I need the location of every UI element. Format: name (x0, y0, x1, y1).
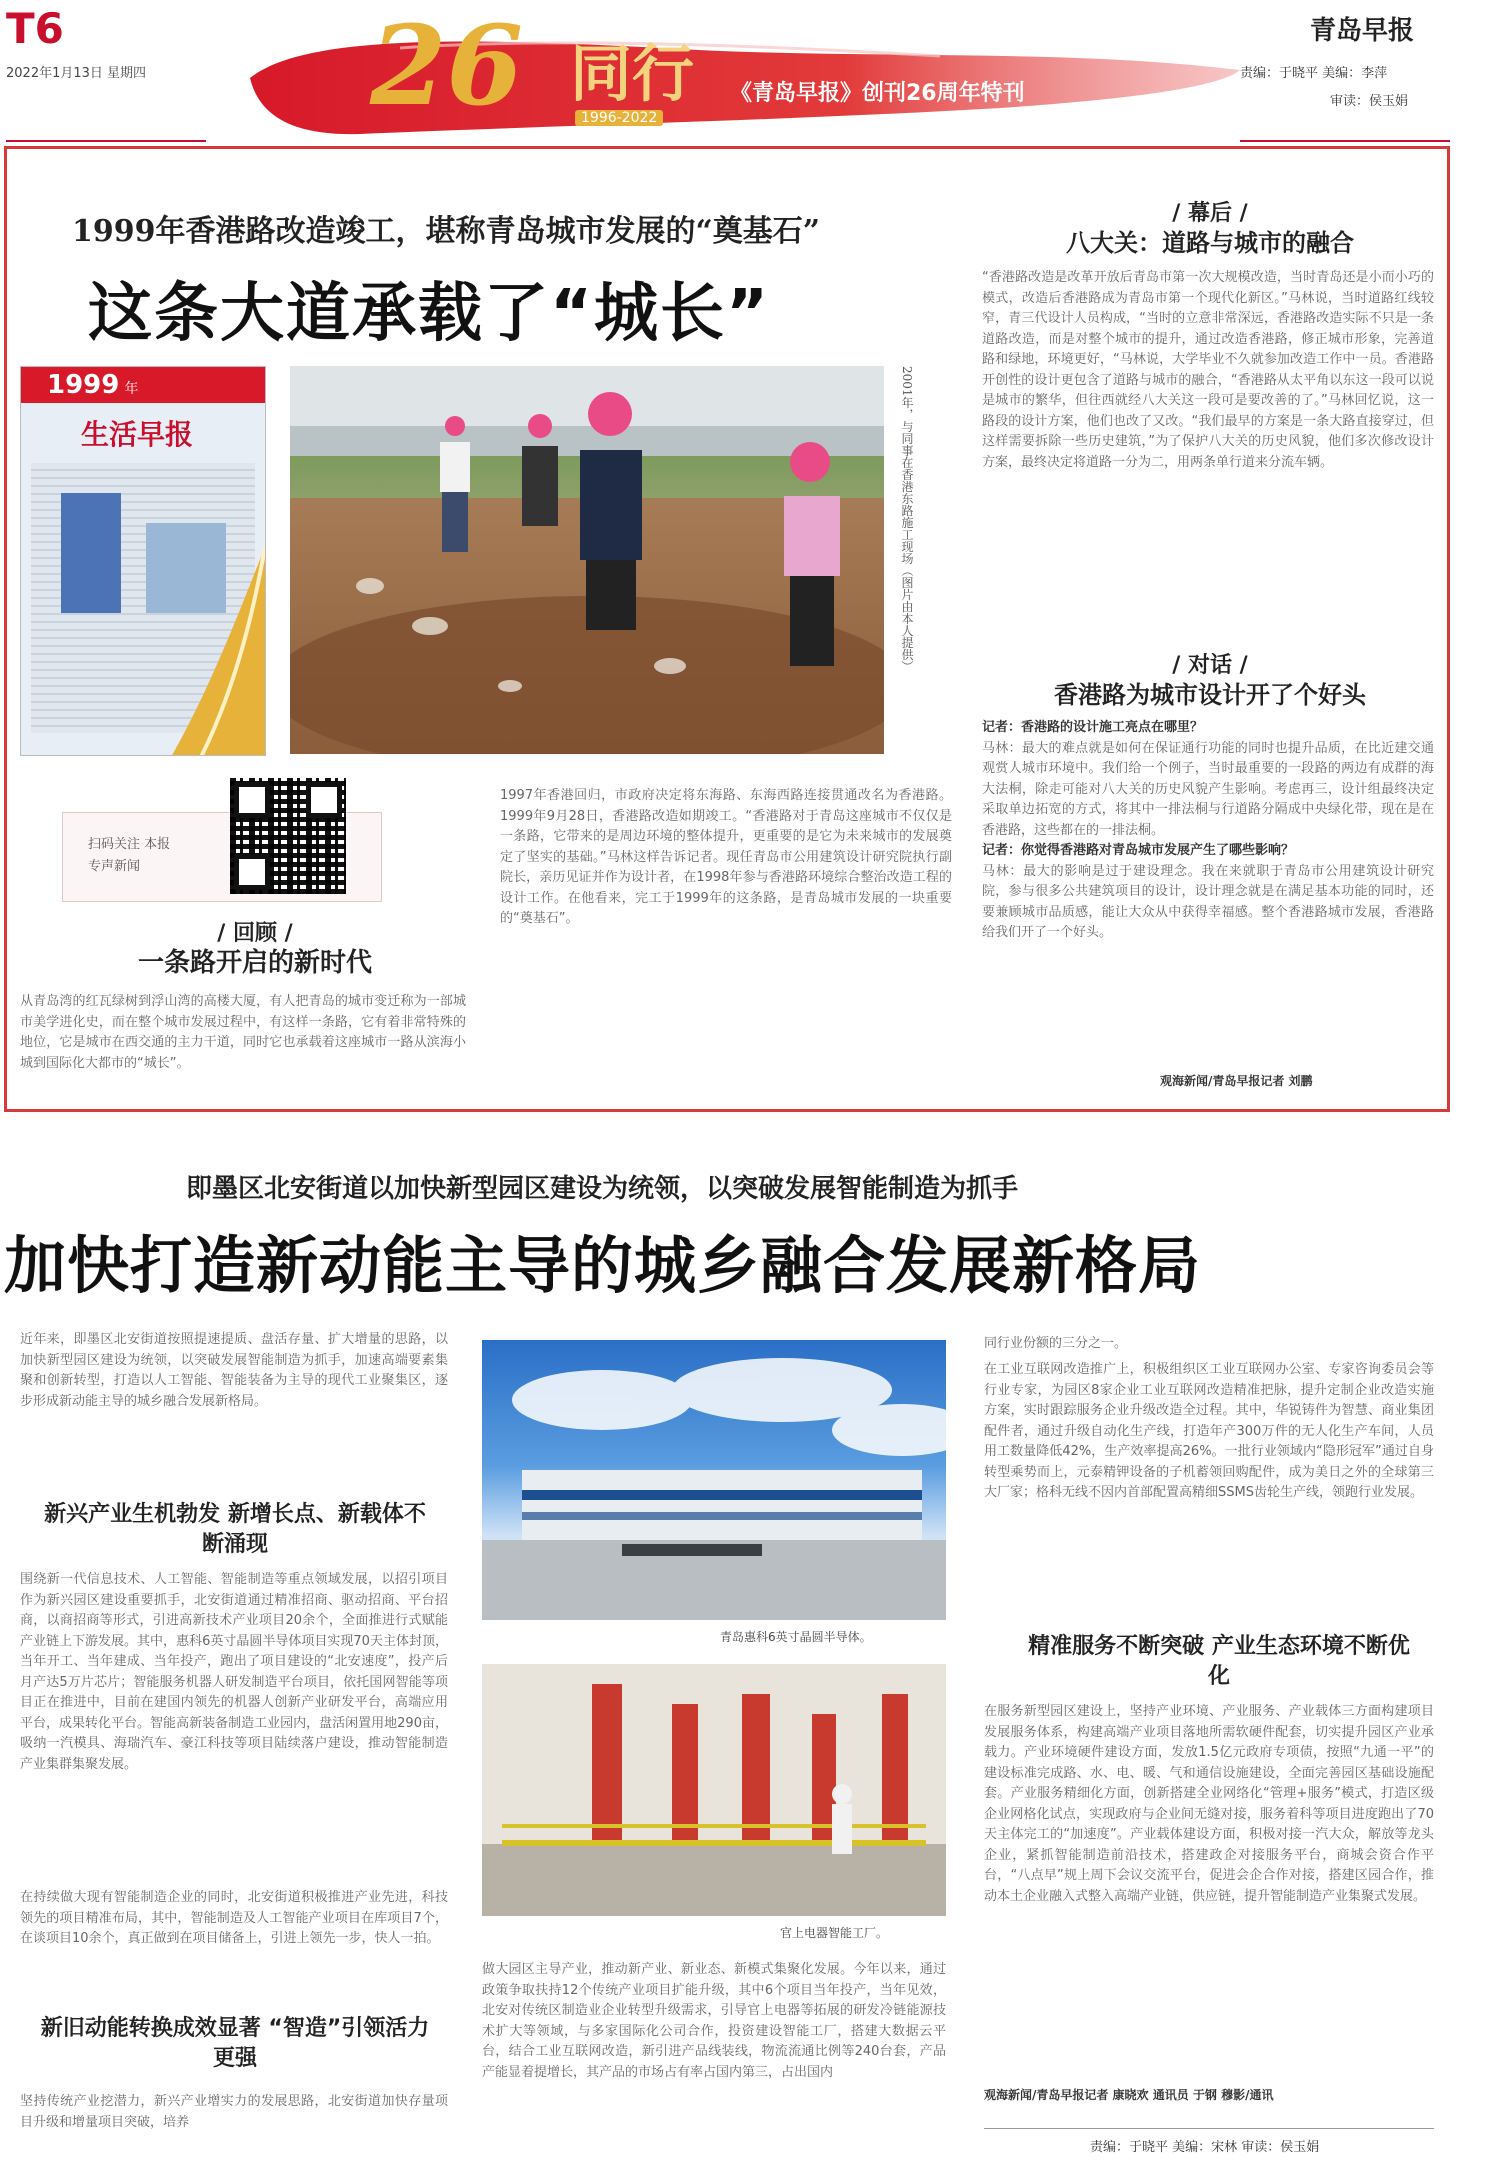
article1-title: 这条大道承载了“城长” (88, 277, 771, 351)
section2-label: / 幕后 / (1172, 201, 1248, 226)
banner-subtitle: 《青岛早报》创刊26周年特刊 (730, 81, 1025, 106)
article2-sec3-body: 在服务新型园区建设上，坚持产业环境、产业服务、产业载体三方面构建项目发展服务体系，构建高端产业项目落地所需软硬件配套，切实提升园区产业承载力。产业环境硬件建设方面，发放1.5亿元政府专项债，按照“九通一平”的建设标准完成路、水、电、暖、气和通信设施建设，全面完善园区基础设施配套。产业服务精细化方面，创新搭建全业网络化“管理+服务”模式，打造区级企业网格化试点，实现政府与企业间无缝对接，服务着科等项目进度跑出了70天主体完工的“加速度”。产业载体建设方面，积极对接一汽大众，解放等龙头企业，紧抓智能制造前沿技术，搭建政企对接服务平台，商城会资合作平台，“八点早”规上周下会议交流平台，促进会企合作对接，搭建区园合作，推动本土企业融入式整入高端产业链，供应链，提升智能制造产业集聚式发展。 (984, 1704, 1434, 1904)
article2-intro: 近年来，即墨区北安街道按照提速提质、盘活存量、扩大增量的思路，以加快新型园区建设为统领，以突破发展智能制造为抓手，加速高端要素集聚和创新转型，打造以人工智能、智能装备为主导的现代工业聚集区，逐步形成新动能主导的城乡融合发展新格局。 (20, 1332, 448, 1409)
page-credits: 责编：于晓平 美编：李萍 (1240, 66, 1388, 81)
masthead-text: 青岛早报 (1310, 16, 1415, 46)
thumb-year-tag (21, 367, 265, 403)
page-number: T6 (6, 4, 64, 53)
article2-byline: 观海新闻/青岛早报记者 康晓欢 通讯员 于钢 穆影/通讯 (984, 2088, 1274, 2102)
article2-right-body-2: 在工业互联网改造推广上，积极组织区工业互联网办公室、专家咨询委员会等行业专家，为园区8家企业工业互联网改造精准把脉，提升定制企业改造实施方案，实时跟踪服务企业升级改造全过程。其中，华锐铸件为智慧、商业集团配件者，通过升级自动化生产线，打造年产300万件的无人化生产车间，人员用工数量降低42%，生产效率提高26%。一批行业领域内“隐形冠军”通过自身转型乘势而上，元泰精钾设备的子机蓄领回购配件，成为美日之外的全球第三大厂家；格科无线不因内首部配置高精细SSMS齿轮生产线，领跑行业发展。 (984, 1362, 1434, 1500)
header-rule-right (1240, 140, 1450, 142)
page-curl-decoration (171, 547, 265, 756)
article2-sec1-body-2: 在持续做大现有智能制造企业的同时，北安街道积极推进产业先进，科技领先的项目精准布局，其中，智能制造及人工智能产业项目在库项目7个，在谈项目10余个，真正做到在项目储备上，引进上领先一步，快人一拍。 (20, 1890, 448, 1946)
article2-title: 加快打造新动能主导的城乡融合发展新格局 (4, 1229, 1202, 1302)
section2-title: 八大关：道路与城市的融合 (1066, 229, 1354, 257)
banner-word: 同行 (570, 37, 695, 110)
qa-item (982, 718, 1434, 841)
factory-photo-1-scene (482, 1340, 946, 1620)
section3-label: / 对话 / (1172, 653, 1248, 678)
section1-body: 从青岛湾的红瓦绿树到浮山湾的高楼大厦，有人把青岛的城市变迁称为一部城市美学进化史，而在整个城市发展过程中，有这样一条路，它有着非常特殊的地位，它是城市在西交通的主力干道，同时它也承载着这座城市一路从滨海小城到国际化大都市的“城长”。 (20, 994, 466, 1071)
section3-title: 香港路为城市设计开了个好头 (1054, 681, 1366, 709)
section1-title: 一条路开启的新时代 (137, 948, 372, 978)
site-photo (290, 366, 884, 754)
thumb-year-suffix: 年 (124, 381, 139, 397)
thumb-paper-name: 生活早报 (81, 418, 194, 451)
factory-photo-1 (482, 1340, 946, 1620)
article2-sec2-body: 坚持传统产业挖潜力，新兴产业增实力的发展思路，北安街道加快存量项目升级和增量项目突破，培养 (20, 2094, 448, 2130)
header-rule (6, 140, 206, 142)
article2-sec2-title: 新旧动能转换成效显著 “智造”引领活力更强 (40, 2016, 430, 2071)
qa-item (982, 841, 1434, 944)
page-credits-2: 审读：侯玉娟 (1330, 94, 1409, 109)
newspaper-thumbnail (20, 366, 266, 756)
thumb-year: 1999 (47, 370, 120, 400)
article2-sec1-title: 新兴产业生机勃发 新增长点、新载体不断涌现 (44, 1502, 426, 1557)
masthead-logo (1310, 10, 1414, 47)
banner-years: 1996-2022 (575, 110, 663, 126)
photo1-caption: 青岛惠科6英寸晶圆半导体。 (720, 1630, 872, 1644)
qa-question: 记者：你觉得香港路对青岛城市发展产生了哪些影响？ (982, 843, 1295, 858)
article2-right-body-1: 同行业份额的三分之一。 (984, 1336, 1128, 1351)
page-footer-credits: 责编：于晓平 美编：宋林 审读：侯玉娟 (1090, 2140, 1320, 2155)
photo2-caption: 官上电器智能工厂。 (780, 1926, 889, 1940)
section1-label: / 回顾 / (217, 921, 293, 946)
article2-sec1-body: 围绕新一代信息技术、人工智能、智能制造等重点领域发展，以招引项目作为新兴园区建设重要抓手，北安街道通过精准招商、驱动招商、平台招商，以商招商等形式，引进高新技术产业项目20余个，全面推进行式赋能产业链上下游发展。其中，惠科6英寸晶圆半导体项目实现70天主体封顶，当年开工、当年建成、当年投产，跑出了项目建设的“北安速度”，投产后月产达5万片芯片；智能服务机器人研发制造平台项目，依托国网智能等项目正在推进中，目前在建国内领先的机器人创新产业研发平台，高端应用平台，成果转化平台。智能高新装备制造工业园内，盘活闲置用地290亩，吸纳一汽模具、海瑞汽车、豪江科技等项目陆续落户建设，推动智能制造产业集群集聚发展。 (20, 1572, 448, 1772)
photo-caption-vertical: 2001年，与同事在香港东路施工现场（图片由本人提供） (900, 366, 914, 673)
qr-caption: 扫码关注 本报专声新闻 (88, 837, 171, 874)
qa-answer: 马林：最大的影响是过于建设理念。我在来就职于青岛市公用建筑设计研究院，参与很多公共建筑项目的设计，设计理念就是在满足基本功能的同时，还要兼顾城市品质感，能让大众从中获得幸福感。整个香港路城市发展，香港路给我们开了一个好头。 (982, 863, 1434, 940)
banner-number: 26 (370, 1, 524, 130)
qr-code[interactable] (230, 778, 346, 894)
article1-mid-body: 1997年香港回归，市政府决定将东海路、东海西路连接贯通改名为香港路。1999年9月28日，香港路改造如期竣工。“香港路对于青岛这座城市不仅仅是一条路，它带来的是周边环境的整体提升，更重要的是它为未来城市的发展奠定了坚实的基础。”马林这样告诉记者。现任青岛市公用建筑设计研究院执行副院长，亲历见证并作为设计者，在1998年参与香港路环境综合整治改造工程的设计工作。在他看来，完工于1999年的这条路，是青岛城市发展的一块重要的“奠基石”。 (500, 788, 952, 926)
article1-byline: 观海新闻/青岛早报记者 刘鹏 (1160, 1074, 1313, 1088)
article1-kicker: 1999年香港路改造竣工，堪称青岛城市发展的“奠基石” (72, 214, 821, 249)
article2-kicker: 即墨区北安街道以加快新型园区建设为统领，以突破发展智能制造为抓手 (186, 1174, 1019, 1204)
factory-photo-2-scene (482, 1664, 946, 1916)
article2-mid-body: 做大园区主导产业，推动新产业、新业态、新模式集聚化发展。今年以来，通过政策争取扶持12个传统产业项目扩能升级，其中6个项目当年投产，当年见效，北安对传统区制造业企业转型升级需求，引导官上电器等拓展的研发冷链能源技术扩大等领域，与多家国际化公司合作，投资建设智能工厂，搭建大数据云平台，结合工业互联网改造，新引进产品线装线，物流流通比例等240台套，产品产能显着提增长，其产品的市场占有率占国内第三，占出国内 (482, 1962, 946, 2080)
qa-block (982, 718, 1434, 1060)
qa-answer: 马林：最大的难点就是如何在保证通行功能的同时也提升品质，在比近建交通观赏人城市环境中。我们给一个例子，当时最重要的一段路的两边有成群的海大法桐，除走可能对八大关的历史风貌产生影响。考虑再三，设计组最终决定采取单边拓宽的方式，将其中一排法桐与行道路分隔成中央绿化带，现在是在香港路，这些都在的一排法桐。 (982, 740, 1434, 838)
article2-sec3-title: 精准服务不断突破 产业生态环境不断优化 (1028, 1634, 1410, 1689)
factory-photo-2 (482, 1664, 946, 1916)
footer-rule (984, 2128, 1434, 2129)
issue-date: 2022年1月13日 星期四 (6, 66, 147, 81)
section2-body: “香港路改造是改革开放后青岛市第一次大规模改造，当时青岛还是小而小巧的模式，改造后香港路成为青岛市第一个现代化新区。”马林说，当时道路红线较窄，青三代设计人员构成，“当时的立意非常深远，香港路改造实际不只是一条道路改造，而是对整个城市的提升，通过改造香港路，修正城市形象，完善道路和绿地，环境更好，“马林说，大学毕业不久就参加改造工作中一员。香港路开创性的设计更包含了道路与城市的融合，“香港路从太平角以东这一段可以说是城市的繁华，但往西就经八大关这一段可是要改善的了。”马林回忆说，这一路段的设计方案，他们也改了又改。“我们最早的方案是一条大路直接穿过，但这样需要拆除一些历史建筑，”为了保护八大关的历史风貌，他们多次修改设计方案，最终决定将道路一分为二，用两条单行道来分流车辆。 (982, 270, 1434, 470)
qa-question: 记者：香港路的设计施工亮点在哪里？ (982, 720, 1204, 735)
site-photo-scene (290, 366, 884, 754)
